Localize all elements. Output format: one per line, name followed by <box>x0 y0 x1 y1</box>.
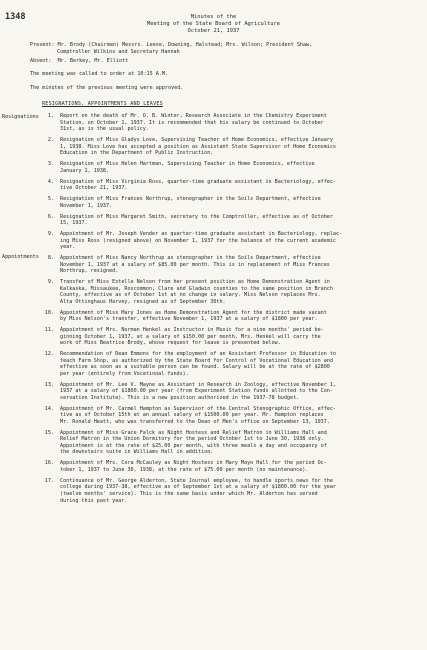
page-number: 1348 <box>5 12 26 22</box>
list-item <box>28 231 420 251</box>
margin-label-resignations: Resignations <box>2 114 39 120</box>
called-to-order: The meeting was called to order at 10:15 A.M. <box>30 71 169 77</box>
list-item <box>28 137 420 157</box>
present-label: Present: <box>30 42 55 48</box>
item-number: 15. <box>44 429 54 436</box>
item-number: 16. <box>44 460 54 467</box>
item-number: 3. <box>47 161 54 168</box>
absent-section <box>30 58 128 65</box>
list-item <box>28 327 420 347</box>
list-item <box>28 279 420 305</box>
item-number: 1. <box>47 113 54 119</box>
item-text: Appointment of Miss Nancy Northrup as stenographer in the Soils Department, effective November 1, 1937 at a salary of $85.00 per month. This is in replacement of Miss Frances Northrup, resigned. <box>60 255 330 275</box>
absent-label: Absent: <box>30 58 52 64</box>
item-text: Resignation of Miss Virginia Ross, quarter-time graduate assistant in Bacteriology, effec- tive October 21, 1937. <box>60 178 337 192</box>
list-item <box>28 406 420 426</box>
item-number: 11. <box>44 327 54 334</box>
item-number: 13. <box>44 381 54 388</box>
list-item <box>28 196 420 209</box>
item-text: Appointment of Miss Mary Jones as Home Demonstration Agent for the district made vacant by Miss Nelson's transfer, effective November 1, 1937 at a salary of $1800 per year. <box>60 309 327 323</box>
present-section <box>30 42 410 55</box>
item-text: Appointment of Mr. Carmel Hampton as Supervisor of the Central Stenographic Office, effec- tive as of October 15th at an annual salary of $1500.00 per year. Mr. Hampton replaces Mr. Ronald Heatt, who was transferred to the Dean of Men's office on September 13, 1937. <box>60 405 337 425</box>
item-text: Appointment of Mrs. Cora McCauley as Night Hostess in Mary Mayo Hall for the period Oc- tober 1, 1937 to June 30, 1938, at the rate of $75.00 per month (no maintenance). <box>60 460 327 473</box>
item-text: Report on the death of Mr. O. B. Winter, Research Associate in the Chemistry Experiment Station, on October 1, 1937. It is recommended that his salary be continued to October 31st, as is the usual policy. <box>60 113 327 133</box>
item-text: Resignation of Miss Frances Northrup, stenographer in the Soils Department, effective November 1, 1937. <box>60 196 321 209</box>
list-item <box>28 351 420 377</box>
item-text: Transfer of Miss Estelle Nelson from her present position as Home Demonstration Agent in Kalkaska, Missaukee, Roscommon, Clare and Gladwin counties to the same position in Branch County, effective as of October 1st at no change in salary. Miss Nelson replaces Mrs. Alta Ottinghaus Harvey, resigned as of September 30th. <box>60 279 333 305</box>
item-text: Continuance of Mr. George Alderton, State Journal employee, to handle sports news for the college during 1937-38, effective as of September 1st at a salary of $1800.00 for the year (twelve months' service). This is the same basis under which Mr. Alderton has served during this past year. <box>60 477 337 504</box>
item-number: 17. <box>44 477 54 484</box>
header-subtitle: Meeting of the State Board of Agriculture <box>146 21 281 28</box>
item-number: 14. <box>44 405 54 412</box>
section-heading: RESIGNATIONS, APPOINTMENTS AND LEAVES <box>42 101 163 107</box>
list-item <box>28 179 420 192</box>
header-date: October 21, 1937 <box>187 28 240 35</box>
list-item <box>28 460 420 473</box>
present-names-line1: Mr. Brody (Chairman) Messrs. Leese, Downing, Halstead; Mrs. Wilson; President Shaw, <box>57 42 313 48</box>
item-number: 8. <box>47 255 54 262</box>
list-item <box>28 161 420 174</box>
minutes-approved: The minutes of the previous meeting were approved. <box>30 85 184 91</box>
list-item <box>28 113 420 133</box>
item-text: Resignation of Miss Helen Hartman, Supervising Teacher in Home Economics, effective January 1, 1938. <box>60 161 315 174</box>
items-list <box>28 113 420 508</box>
item-text: Appointment of Miss Grace Falck as Night Hostess and Relief Matron in Williams Hall and Relief Matron in the Union Dormitory for the period October 1st to June 30, 1938 only. Appointment is at the rate of $25.00 per month, with three meals a day and occupancy of the downstairs suite in Williams Hall in addition. <box>60 429 327 456</box>
item-number: 12. <box>44 351 54 358</box>
list-item <box>28 255 420 275</box>
item-text: Resignation of Miss Margaret Smith, secretary to the Comptroller, effective as of October 15, 1937. <box>60 213 333 227</box>
list-item <box>28 430 420 456</box>
item-number: 5. <box>47 196 54 203</box>
header-title: Minutes of the <box>190 14 237 20</box>
item-text: Recommendation of Dean Emmons for the employment of an Assistant Professor in Education to teach Farm Shop, as authorized by the State Board for Control of Vocational Education and effective as soon as a suitable person can be found. Salary will be at the rate of $2800 per year (entirely from Vocational funds). <box>60 351 337 377</box>
item-text: Appointment of Mr. Joseph Vender as quarter-time graduate assistant in Bacteriology, replac- ing Miss Ross (resigned above) on November 1, 1937 for the balance of the current academic year. <box>60 231 343 251</box>
item-text: Resignation of Miss Gladys Love, Supervising Teacher of Home Economics, effective January 1, 1938. Miss Love has accepted a position as Assistant State Supervisor of Home Economics Education in the Department of Public Instruction. <box>60 137 337 157</box>
list-item <box>28 310 420 323</box>
item-number: 6. <box>47 213 54 220</box>
item-text: Appointment of Mr. Lee V. Mayne as Assistant in Research in Zoology, effective November 1, 1937 at a salary of $1800.00 per year (from Experiment Station funds allotted to the Con- servation Institute). This is a new position authorized in the 1937-78 budget. <box>60 381 337 401</box>
list-item <box>28 214 420 227</box>
present-names-line2: Comptroller Wilkins and Secretary Hannah <box>57 48 180 55</box>
item-number: 9. <box>47 279 54 286</box>
item-text: Appointment of Mrs. Norman Henkel as Instructor in Music for a nine months' period be- ginning October 1, 1937, at a salary of $150.00 per month. Mrs. Henkel will carry the work of Miss Beatrice Brody, whose request for leave is presented below. <box>60 327 324 347</box>
item-number: 2. <box>47 137 54 144</box>
item-number: 10. <box>44 309 54 316</box>
list-item <box>28 382 420 402</box>
document-header <box>0 14 427 36</box>
margin-label-appointments: Appointments <box>2 254 39 260</box>
absent-names: Mr. Berkey, Mr. Elliott <box>57 58 129 64</box>
list-item <box>28 478 420 504</box>
item-number: 4. <box>47 178 54 185</box>
item-number: 9. <box>47 231 54 237</box>
